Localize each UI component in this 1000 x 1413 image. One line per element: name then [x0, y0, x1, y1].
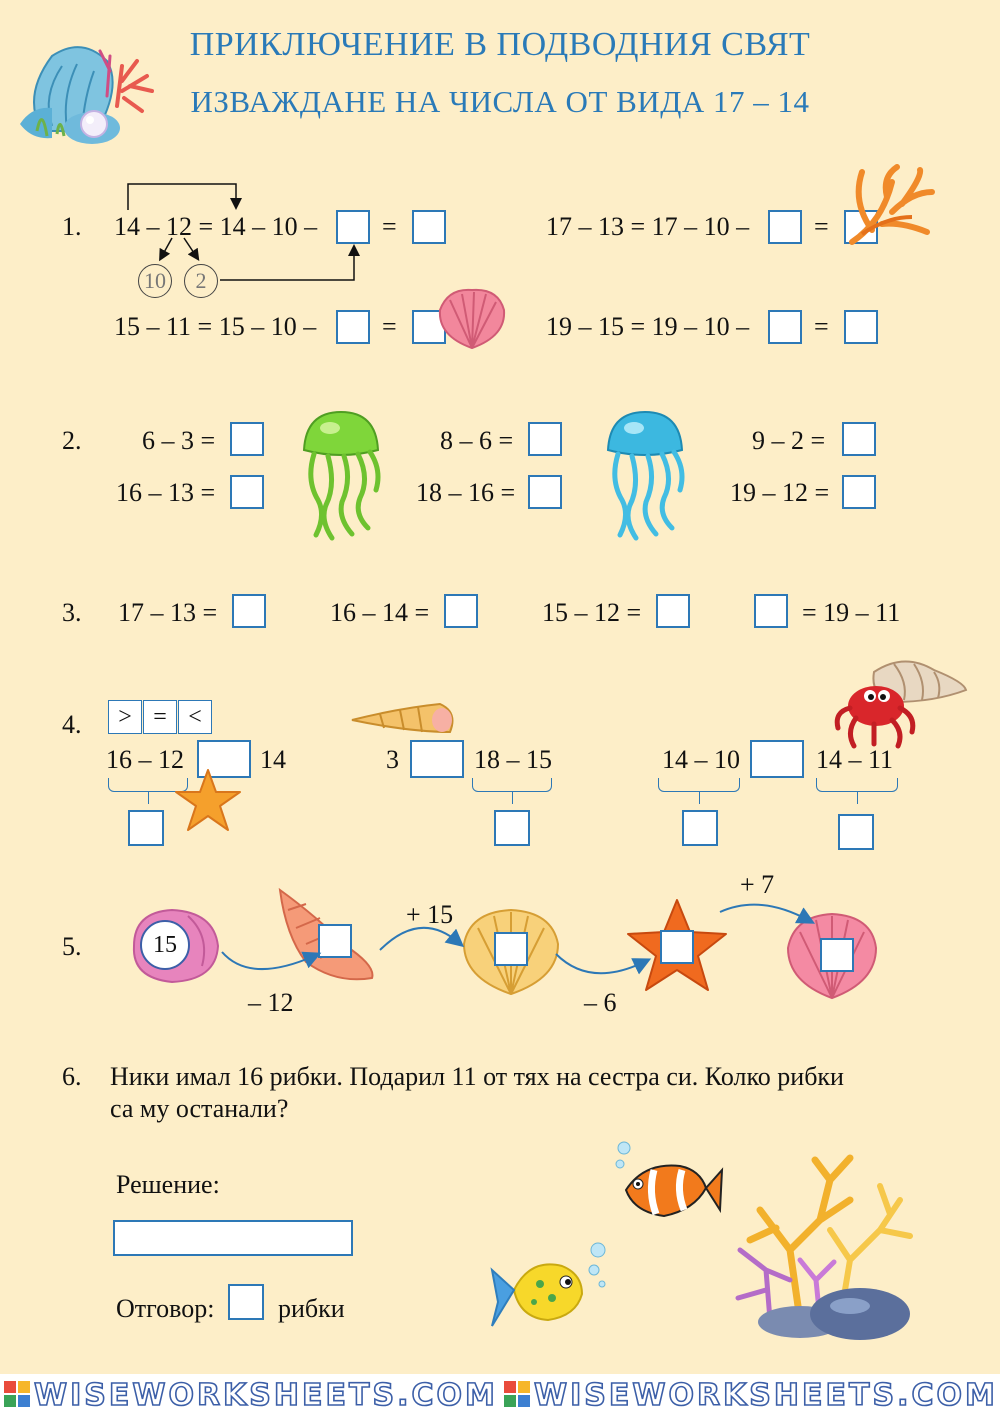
- page-subtitle: ИЗВАЖДАНЕ НА ЧИСЛА ОТ ВИДА 17 – 14: [190, 84, 810, 119]
- task-1-d-answer-box-2[interactable]: [844, 310, 878, 344]
- chain-op-1: – 12: [248, 988, 294, 1017]
- page-title: ПРИКЛЮЧЕНИЕ В ПОДВОДНИЯ СВЯТ: [189, 26, 811, 63]
- symbol-greater-than[interactable]: >: [108, 700, 142, 734]
- green-jellyfish-icon: [296, 410, 386, 540]
- clownfish-icon: [614, 1140, 724, 1230]
- answer-box[interactable]: [228, 1284, 264, 1320]
- task-2-expr-6: 19 – 12 =: [730, 478, 830, 507]
- chain-op-2: + 15: [406, 900, 454, 929]
- symbol-less-than[interactable]: <: [178, 700, 212, 734]
- task-1-b-answer-box-1[interactable]: [768, 210, 802, 244]
- task-4-expr-2-left: 3: [386, 745, 399, 774]
- coral-reef-icon: [730, 1150, 920, 1340]
- chain-start-value: 15: [140, 920, 190, 970]
- task-4-result-box-4[interactable]: [838, 814, 874, 850]
- task-3-answer-box-1[interactable]: [232, 594, 266, 628]
- task-1-c-equals: =: [382, 312, 397, 341]
- task-3-expr-4: = 19 – 11: [802, 598, 901, 627]
- task-1-number: 1.: [62, 212, 82, 241]
- brace-1-stem: [148, 792, 149, 804]
- footer-watermark-text-1: WISEWORKSHEETS.COM: [34, 1378, 498, 1413]
- task-2-expr-4: 18 – 16 =: [416, 478, 516, 507]
- task-2-answer-box-4[interactable]: [528, 475, 562, 509]
- task-2-answer-box-2[interactable]: [230, 475, 264, 509]
- brace-2-stem: [512, 792, 513, 804]
- task-2-expr-2: 16 – 13 =: [116, 478, 216, 507]
- task-4-expr-2-right: 18 – 15: [474, 745, 552, 774]
- task-1-expr-b: 17 – 13 = 17 – 10 –: [546, 212, 750, 241]
- task-4-compare-box-2[interactable]: [410, 740, 464, 778]
- task-3-answer-box-2[interactable]: [444, 594, 478, 628]
- yellow-fish-icon: [490, 1240, 610, 1340]
- blue-jellyfish-icon: [600, 410, 690, 540]
- wise-logo-icon: [4, 1381, 30, 1407]
- task-4-expr-3-right: 14 – 11: [816, 745, 894, 774]
- task-1-a-answer-box-2[interactable]: [412, 210, 446, 244]
- task-4-number: 4.: [62, 710, 82, 739]
- task-3-answer-box-4[interactable]: [754, 594, 788, 628]
- task-4-expr-3-left: 14 – 10: [662, 745, 740, 774]
- task-3-number: 3.: [62, 598, 82, 627]
- starfish-small-icon: [174, 768, 242, 834]
- task-1-expr-c: 15 – 11 = 15 – 10 –: [114, 312, 317, 341]
- solution-label: Решение:: [116, 1170, 220, 1199]
- answer-label: Отговор:: [116, 1294, 215, 1323]
- wise-logo-icon-2: [504, 1381, 530, 1407]
- task-6-text-line-1: Ники имал 16 рибки. Подарил 11 от тях на сестра си. Колко рибки: [110, 1062, 844, 1091]
- brace-4: [816, 778, 898, 792]
- pearl-shell-icon: [12, 36, 162, 156]
- task-2-expr-1: 6 – 3 =: [142, 426, 216, 455]
- task-4-result-box-3[interactable]: [682, 810, 718, 846]
- hint-circle-ones: 2: [184, 264, 218, 298]
- task-5-number: 5.: [62, 932, 82, 961]
- task-1-expr-d: 19 – 15 = 19 – 10 –: [546, 312, 750, 341]
- footer-watermark-bar: [0, 1374, 1000, 1413]
- symbol-equals[interactable]: =: [143, 700, 177, 734]
- task-2-expr-3: 8 – 6 =: [440, 426, 514, 455]
- task-1-b-equals: =: [814, 212, 829, 241]
- task-1-a-equals: =: [382, 212, 397, 241]
- chain-op-4: + 7: [740, 870, 775, 899]
- hint-circle-tens: 10: [138, 264, 172, 298]
- task-1-d-equals: =: [814, 312, 829, 341]
- task-1-d-answer-box-1[interactable]: [768, 310, 802, 344]
- task-2-answer-box-6[interactable]: [842, 475, 876, 509]
- task-2-answer-box-3[interactable]: [528, 422, 562, 456]
- chain-arrows: [0, 880, 1000, 990]
- chain-op-3: – 6: [584, 988, 617, 1017]
- task-3-answer-box-3[interactable]: [656, 594, 690, 628]
- task-3-expr-2: 16 – 14 =: [330, 598, 430, 627]
- footer-watermark-text-2: WISEWORKSHEETS.COM: [534, 1378, 998, 1413]
- orange-coral-icon: [842, 162, 938, 252]
- task-1-expr-a: 14 – 12 = 14 – 10 –: [114, 212, 318, 241]
- conch-shell-icon: [350, 698, 460, 742]
- task-2-expr-5: 9 – 2 =: [752, 426, 826, 455]
- task-4-expr-1-left: 16 – 12: [106, 745, 184, 774]
- brace-2: [472, 778, 552, 792]
- pink-scallop-icon: [436, 286, 508, 352]
- task-1-c-answer-box-1[interactable]: [336, 310, 370, 344]
- brace-3: [658, 778, 740, 792]
- task-2-answer-box-5[interactable]: [842, 422, 876, 456]
- answer-unit: рибки: [278, 1294, 345, 1323]
- task-4-expr-1-right: 14: [260, 745, 286, 774]
- task-6-text-line-2: са му останали?: [110, 1094, 289, 1123]
- brace-4-stem: [857, 792, 858, 804]
- hermit-crab-icon: [834, 652, 968, 748]
- solution-input[interactable]: [113, 1220, 353, 1256]
- task-6-number: 6.: [62, 1062, 82, 1091]
- task-4-compare-box-3[interactable]: [750, 740, 804, 778]
- task-3-expr-3: 15 – 12 =: [542, 598, 642, 627]
- task-2-number: 2.: [62, 426, 82, 455]
- task-3-expr-1: 17 – 13 =: [118, 598, 218, 627]
- brace-3-stem: [699, 792, 700, 804]
- task-2-answer-box-1[interactable]: [230, 422, 264, 456]
- task-4-result-box-2[interactable]: [494, 810, 530, 846]
- task-4-result-box-1[interactable]: [128, 810, 164, 846]
